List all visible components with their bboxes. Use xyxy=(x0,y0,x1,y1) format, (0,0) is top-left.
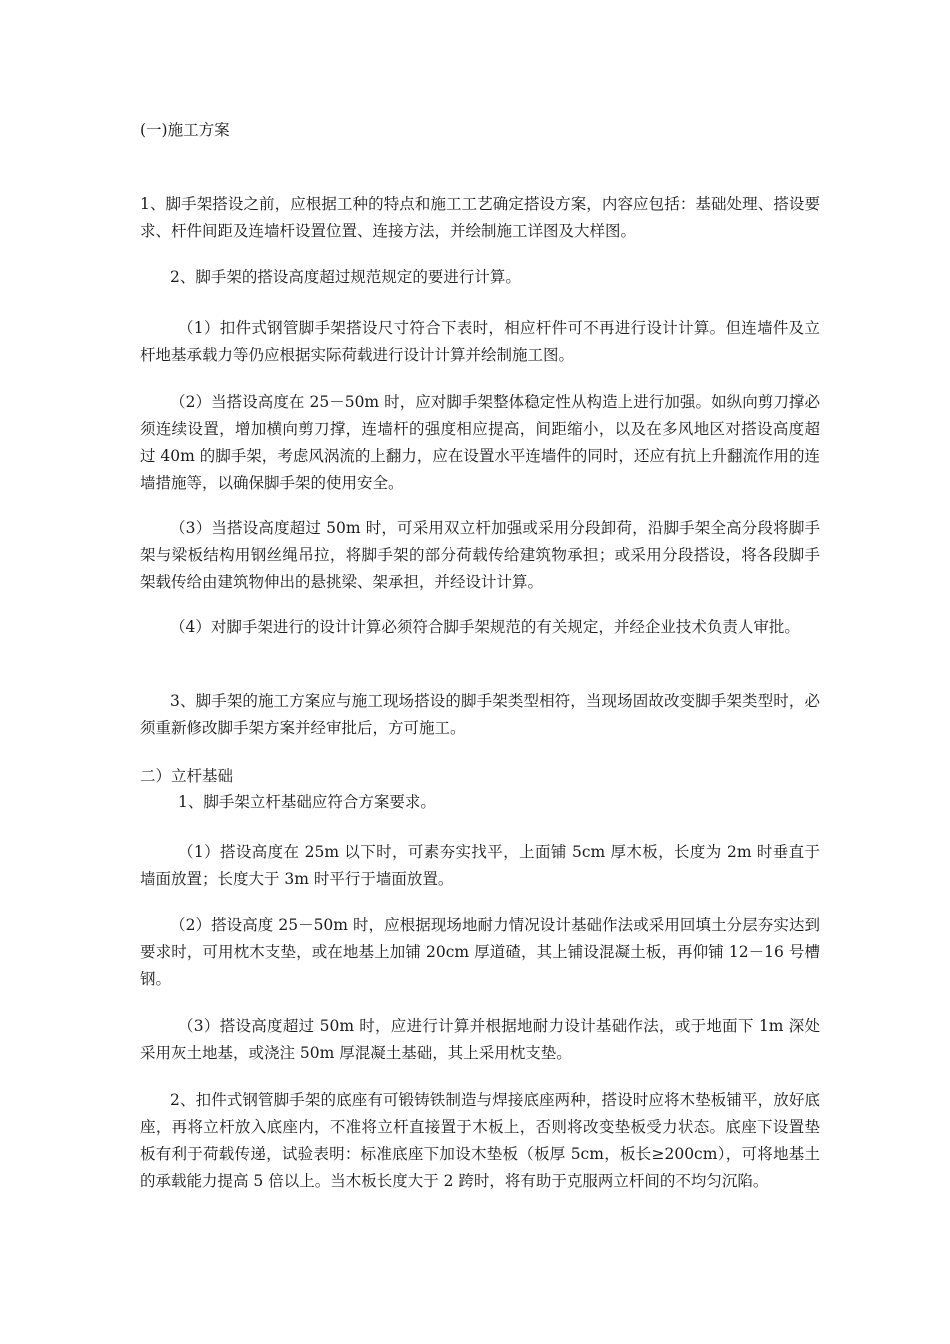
paragraph-q2: 2、扣件式钢管脚手架的底座有可锻铸铁制造与焊接底座两种，搭设时应将木垫板铺平，放好底座，再将立杆放入底座内，不准将立杆直接置于木板上，否则将改变垫板受力状态。底座下设置垫板有利于荷载传递，试验表明：标准底座下加设木垫板（板厚 5cm，板长≥200cm），可将地基土的承载能力提高 5 倍以上。当木板长度大于 2 跨时，将有助于克服两立杆间的不均匀沉陷。 xyxy=(140,1091,820,1190)
paragraph-2-1: （1）扣件式钢管脚手架搭设尺寸符合下表时，相应杆件可不再进行设计计算。但连墙件及立杆地基承载力等仍应根据实际荷载进行设计计算并绘制施工图。 xyxy=(140,319,820,364)
paragraph-q1: 1、脚手架立杆基础应符合方案要求。 xyxy=(178,793,436,811)
paragraph-3: 3、脚手架的施工方案应与施工现场搭设的脚手架类型相符，当现场固故改变脚手架类型时，必须重新修改脚手架方案并经审批后，方可施工。 xyxy=(140,692,820,737)
section-title-construction-plan: (一)施工方案 xyxy=(140,121,230,139)
paragraph-2-3: （3）当搭设高度超过 50m 时，可采用双立杆加强或采用分段卸荷，沿脚手架全高分段将脚手架与梁板结构用钢丝绳吊拉，将脚手架的部分荷载传给建筑物承担；或采用分段搭设，将各段脚手架载传给由建筑物伸出的悬挑梁、架承担，并经设计计算。 xyxy=(140,519,820,591)
paragraph-2: 2、脚手架的搭设高度超过规范规定的要进行计算。 xyxy=(170,268,521,286)
paragraph-2-4: （4）对脚手架进行的设计计算必须符合脚手架规范的有关规定，并经企业技术负责人审批。 xyxy=(170,618,800,636)
paragraph-2-2: （2）当搭设高度在 25－50m 时，应对脚手架整体稳定性从构造上进行加强。如纵向剪刀撑必须连续设置，增加横向剪刀撑，连墙杆的强度相应提高，间距缩小，以及在多风地区对搭设高度超过 40m 的脚手架，考虑风涡流的上翻力，应在设置水平连墙件的同时，还应有抗上升翻流作用的连墙措施等，以确保脚手架的使用安全。 xyxy=(140,393,820,492)
paragraph-q1-1: （1）搭设高度在 25m 以下时，可素夯实找平，上面铺 5cm 厚木板，长度为 2m 时垂直于墙面放置；长度大于 3m 时平行于墙面放置。 xyxy=(140,843,820,888)
section-title-pole-foundation: 二）立杆基础 xyxy=(140,767,234,785)
paragraph-q1-2: （2）搭设高度 25－50m 时，应根据现场地耐力情况设计基础作法或采用回填土分层夯实达到要求时，可用枕木支垫，或在地基上加铺 20cm 厚道碴，其上铺设混凝土板，再仰铺 12－16 号槽钢。 xyxy=(140,916,820,988)
paragraph-1: 1、脚手架搭设之前，应根据工种的特点和施工工艺确定搭设方案，内容应包括：基础处理、搭设要求、杆件间距及连墙杆设置位置、连接方法，并绘制施工详图及大样图。 xyxy=(140,195,820,240)
paragraph-q1-3: （3）搭设高度超过 50m 时，应进行计算并根据地耐力设计基础作法，或于地面下 1m 深处采用灰土地基，或浇注 50m 厚混凝土基础，其上采用枕支垫。 xyxy=(140,1017,820,1062)
